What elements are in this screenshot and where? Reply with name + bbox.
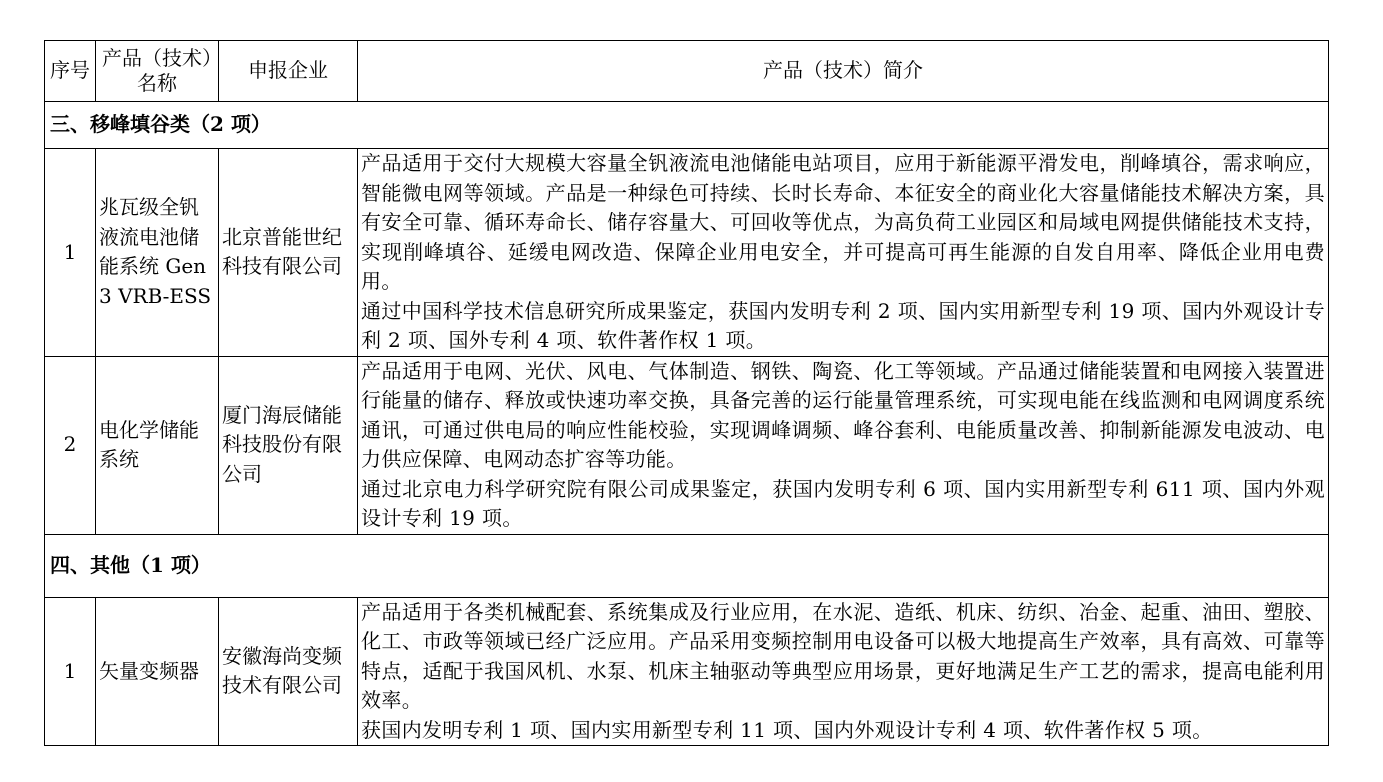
row-intro — [358, 356, 1329, 534]
section-title: 四、其他（1 项） — [45, 534, 1329, 597]
header-seq: 序号 — [45, 41, 96, 102]
intro-paragraph: 产品适用于各类机械配套、系统集成及行业应用，在水泥、造纸、机床、纺织、冶金、起重、油田、塑胶、化工、市政等领域已经广泛应用。产品采用变频控制用电设备可以极大地提高生产效率，具有高效、可靠等特点，适配于我国风机、水泵、机床主轴驱动等典型应用场景，更好地满足生产工艺的需求，提高电能利用效率。 — [361, 599, 1325, 712]
table-row — [45, 149, 1329, 357]
intro-paragraph: 通过北京电力科学研究院有限公司成果鉴定，获国内发明专利 6 项、国内实用新型专利 611 项、国内外观设计专利 19 项。 — [361, 476, 1325, 530]
table-header-row — [45, 41, 1329, 102]
row-seq: 2 — [45, 356, 96, 534]
row-product-name: 兆瓦级全钒液流电池储能系统 Gen 3 VRB-ESS — [96, 149, 219, 357]
intro-paragraph: 通过中国科学技术信息研究所成果鉴定，获国内发明专利 2 项、国内实用新型专利 19 项、国内外观设计专利 2 项、国外专利 4 项、软件著作权 1 项。 — [361, 298, 1325, 352]
product-table — [44, 40, 1329, 746]
header-company: 申报企业 — [219, 41, 358, 102]
section-row — [45, 102, 1329, 149]
row-product-name: 电化学储能系统 — [96, 356, 219, 534]
intro-paragraph: 产品适用于电网、光伏、风电、气体制造、钢铁、陶瓷、化工等领域。产品通过储能装置和电网接入装置进行能量的储存、释放或快速功率交换，具备完善的运行能量管理系统，可实现电能在线监测和电网调度系统通讯，可通过供电局的响应性能校验，实现调峰调频、峰谷套利、电能质量改善、抑制新能源发电波动、电力供应保障、电网动态扩容等功能。 — [361, 358, 1325, 471]
row-seq: 1 — [45, 597, 96, 746]
row-product-name: 矢量变频器 — [96, 597, 219, 746]
row-company: 北京普能世纪科技有限公司 — [219, 149, 358, 357]
row-company: 安徽海尚变频技术有限公司 — [219, 597, 358, 746]
table-row — [45, 597, 1329, 746]
row-seq: 1 — [45, 149, 96, 357]
section-title: 三、移峰填谷类（2 项） — [45, 102, 1329, 149]
header-intro: 产品（技术）简介 — [358, 41, 1329, 102]
intro-paragraph: 获国内发明专利 1 项、国内实用新型专利 11 项、国内外观设计专利 4 项、软件著作权 5 项。 — [361, 717, 1213, 742]
table-row — [45, 356, 1329, 534]
row-company: 厦门海辰储能科技股份有限公司 — [219, 356, 358, 534]
row-intro — [358, 149, 1329, 357]
header-name: 产品（技术）名称 — [96, 41, 219, 102]
intro-paragraph: 产品适用于交付大规模大容量全钒液流电池储能电站项目，应用于新能源平滑发电，削峰填谷，需求响应，智能微电网等领域。产品是一种绿色可持续、长时长寿命、本征安全的商业化大容量储能技术解决方案，具有安全可靠、循环寿命长、储存容量大、可回收等优点，为高负荷工业园区和局域电网提供储能技术支持，实现削峰填谷、延缓电网改造、保障企业用电安全，并可提高可再生能源的自发自用率、降低企业用电费用。 — [361, 151, 1325, 293]
section-row — [45, 534, 1329, 597]
row-intro — [358, 597, 1329, 746]
